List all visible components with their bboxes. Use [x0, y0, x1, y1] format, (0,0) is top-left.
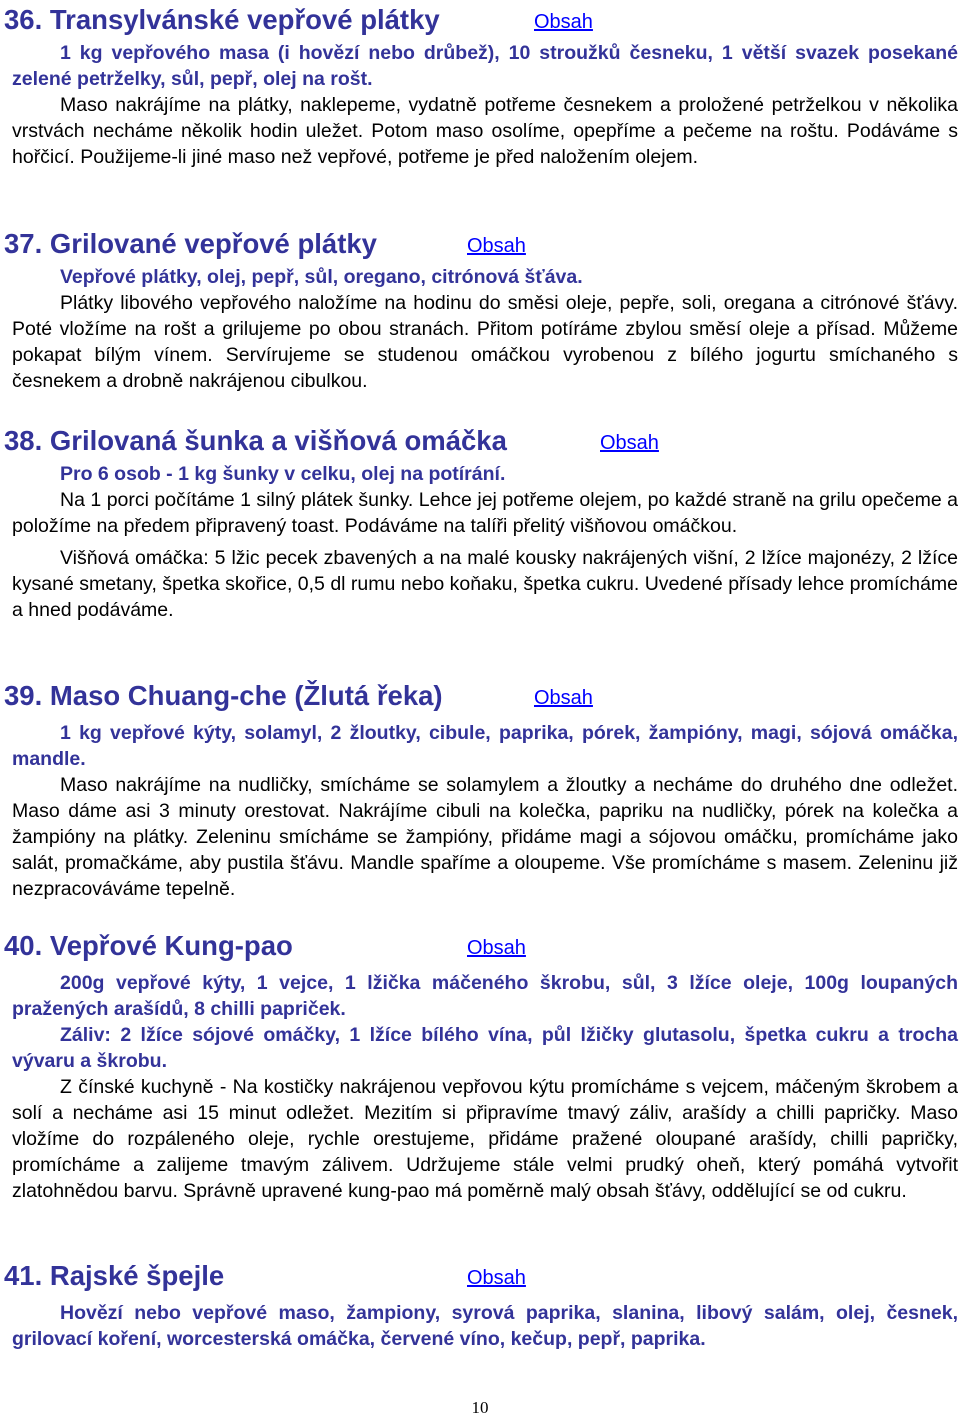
recipe-40: [4, 926, 958, 1204]
instructions: Z čínské kuchyně - Na kostičky nakrájenou vepřovou kýtu promícháme s vejcem, máčeným škrobem a solí a necháme asi 15 minut odležet. Mezitím si připravíme tmavý záliv, arašídy a chilli papričky. Maso vložíme do rozpáleného oleje, rychle orestujeme, přidáme pražené oloupané arašídy, chilli papričky, promícháme a zalijeme tmavým zálivem. Udržujeme stále velmi prudký oheň, který pomáhá vytvořit zlatohnědou barvu. Správně upravené kung-pao má poměrně malý obsah šťávy, oddělující se od cukru.: [12, 1076, 958, 1202]
recipe-title: 39. Maso Chuang-che (Žlutá řeka): [4, 680, 443, 711]
instructions: Maso nakrájíme na nudličky, smícháme se solamylem a žloutky a necháme do druhého dne odležet. Maso dáme asi 3 minuty orestovat. Nakrájíme cibuli na kolečka, papriku na nudličky, pórek na kolečka a žampióny na plátky. Zeleninu smícháme se žampióny, přidáme magi a sójovou omáčku, promícháme jako salát, promačkáme, aby pustila šťávu. Mandle spaříme a oloupeme. Vše promícháme s masem. Zeleninu již nezpracováváme tepelně.: [12, 774, 958, 900]
sauce-instructions: Višňová omáčka: 5 lžic pecek zbavených a na malé kousky nakrájených višní, 2 lžíce majonézy, 2 lžíce kysané smetany, špetka skořice, 0,5 dl rumu nebo koňaku, špetka cukru. Uvedené přísady lehce promícháme a hned podáváme.: [12, 547, 958, 621]
obsah-link[interactable]: Obsah: [467, 235, 526, 257]
recipe-39: [4, 676, 958, 902]
obsah-link[interactable]: Obsah: [534, 11, 593, 33]
obsah-link[interactable]: Obsah: [534, 687, 593, 709]
ingredients: Vepřové plátky, olej, pepř, sůl, oregano, citrónová šťáva.: [60, 266, 583, 288]
instructions: Na 1 porci počítáme 1 silný plátek šunky. Lehce jej potřeme olejem, po každé straně na grilu opečeme a položíme na předem připravený toast. Podáváme na talíři přelitý višňovou omáčkou.: [12, 489, 958, 537]
obsah-link[interactable]: Obsah: [467, 1267, 526, 1289]
recipe-title: 36. Transylvánské vepřové plátky: [4, 4, 440, 35]
ingredients: Hovězí nebo vepřové maso, žampiony, syrová paprika, slanina, libový salám, olej, česnek, grilovací koření, worcesterská omáčka, červené víno, kečup, pepř, paprika.: [12, 1302, 958, 1350]
recipe-37: [4, 224, 958, 394]
ingredients: 200g vepřové kýty, 1 vejce, 1 lžička máčeného škrobu, sůl, 3 lžíce oleje, 100g loupaných pražených arašídů, 8 chilli papriček.: [12, 972, 958, 1020]
recipe-41: [4, 1256, 958, 1352]
recipe-38: [4, 421, 958, 623]
recipe-36: [4, 0, 958, 170]
recipe-title: 37. Grilované vepřové plátky: [4, 228, 377, 259]
recipe-title: 40. Vepřové Kung-pao: [4, 930, 293, 961]
ingredients: Pro 6 osob - 1 kg šunky v celku, olej na potírání.: [60, 463, 506, 485]
instructions: Plátky libového vepřového naložíme na hodinu do směsi oleje, pepře, soli, oregana a citrónové šťávy. Poté vložíme na rošt a grilujeme po obou stranách. Přitom potíráme zbylou směsí oleje a přísad. Můžeme pokapat bílým vínem. Servírujeme se studenou omáčkou vyrobenou z bílého jogurtu smíchaného s česnekem a drobně nakrájenou cibulkou.: [12, 292, 958, 392]
ingredients: 1 kg vepřového masa (i hovězí nebo drůbež), 10 stroužků česneku, 1 větší svazek posekané zelené petrželky, sůl, pepř, olej na rošt.: [12, 42, 958, 90]
marinade-ingredients: Záliv: 2 lžíce sójové omáčky, 1 lžíce bílého vína, půl lžičky glutasolu, špetka cukru a trocha vývaru a škrobu.: [12, 1024, 958, 1072]
obsah-link[interactable]: Obsah: [600, 432, 659, 454]
instructions: Maso nakrájíme na plátky, naklepeme, vydatně potřeme česnekem a proložené petrželkou v několika vrstvách necháme několik hodin uležet. Potom maso osolíme, opepříme a pečeme na roštu. Podáváme s hořčicí. Použijeme-li jiné maso než vepřové, potřeme je před naložením olejem.: [12, 94, 958, 168]
page-number: 10: [471, 1398, 489, 1417]
recipe-title: 41. Rajské špejle: [4, 1260, 225, 1291]
recipe-title: 38. Grilovaná šunka a višňová omáčka: [4, 425, 507, 456]
ingredients: 1 kg vepřové kýty, solamyl, 2 žloutky, cibule, paprika, pórek, žampióny, magi, sójová omáčka, mandle.: [12, 722, 958, 770]
obsah-link[interactable]: Obsah: [467, 937, 526, 959]
